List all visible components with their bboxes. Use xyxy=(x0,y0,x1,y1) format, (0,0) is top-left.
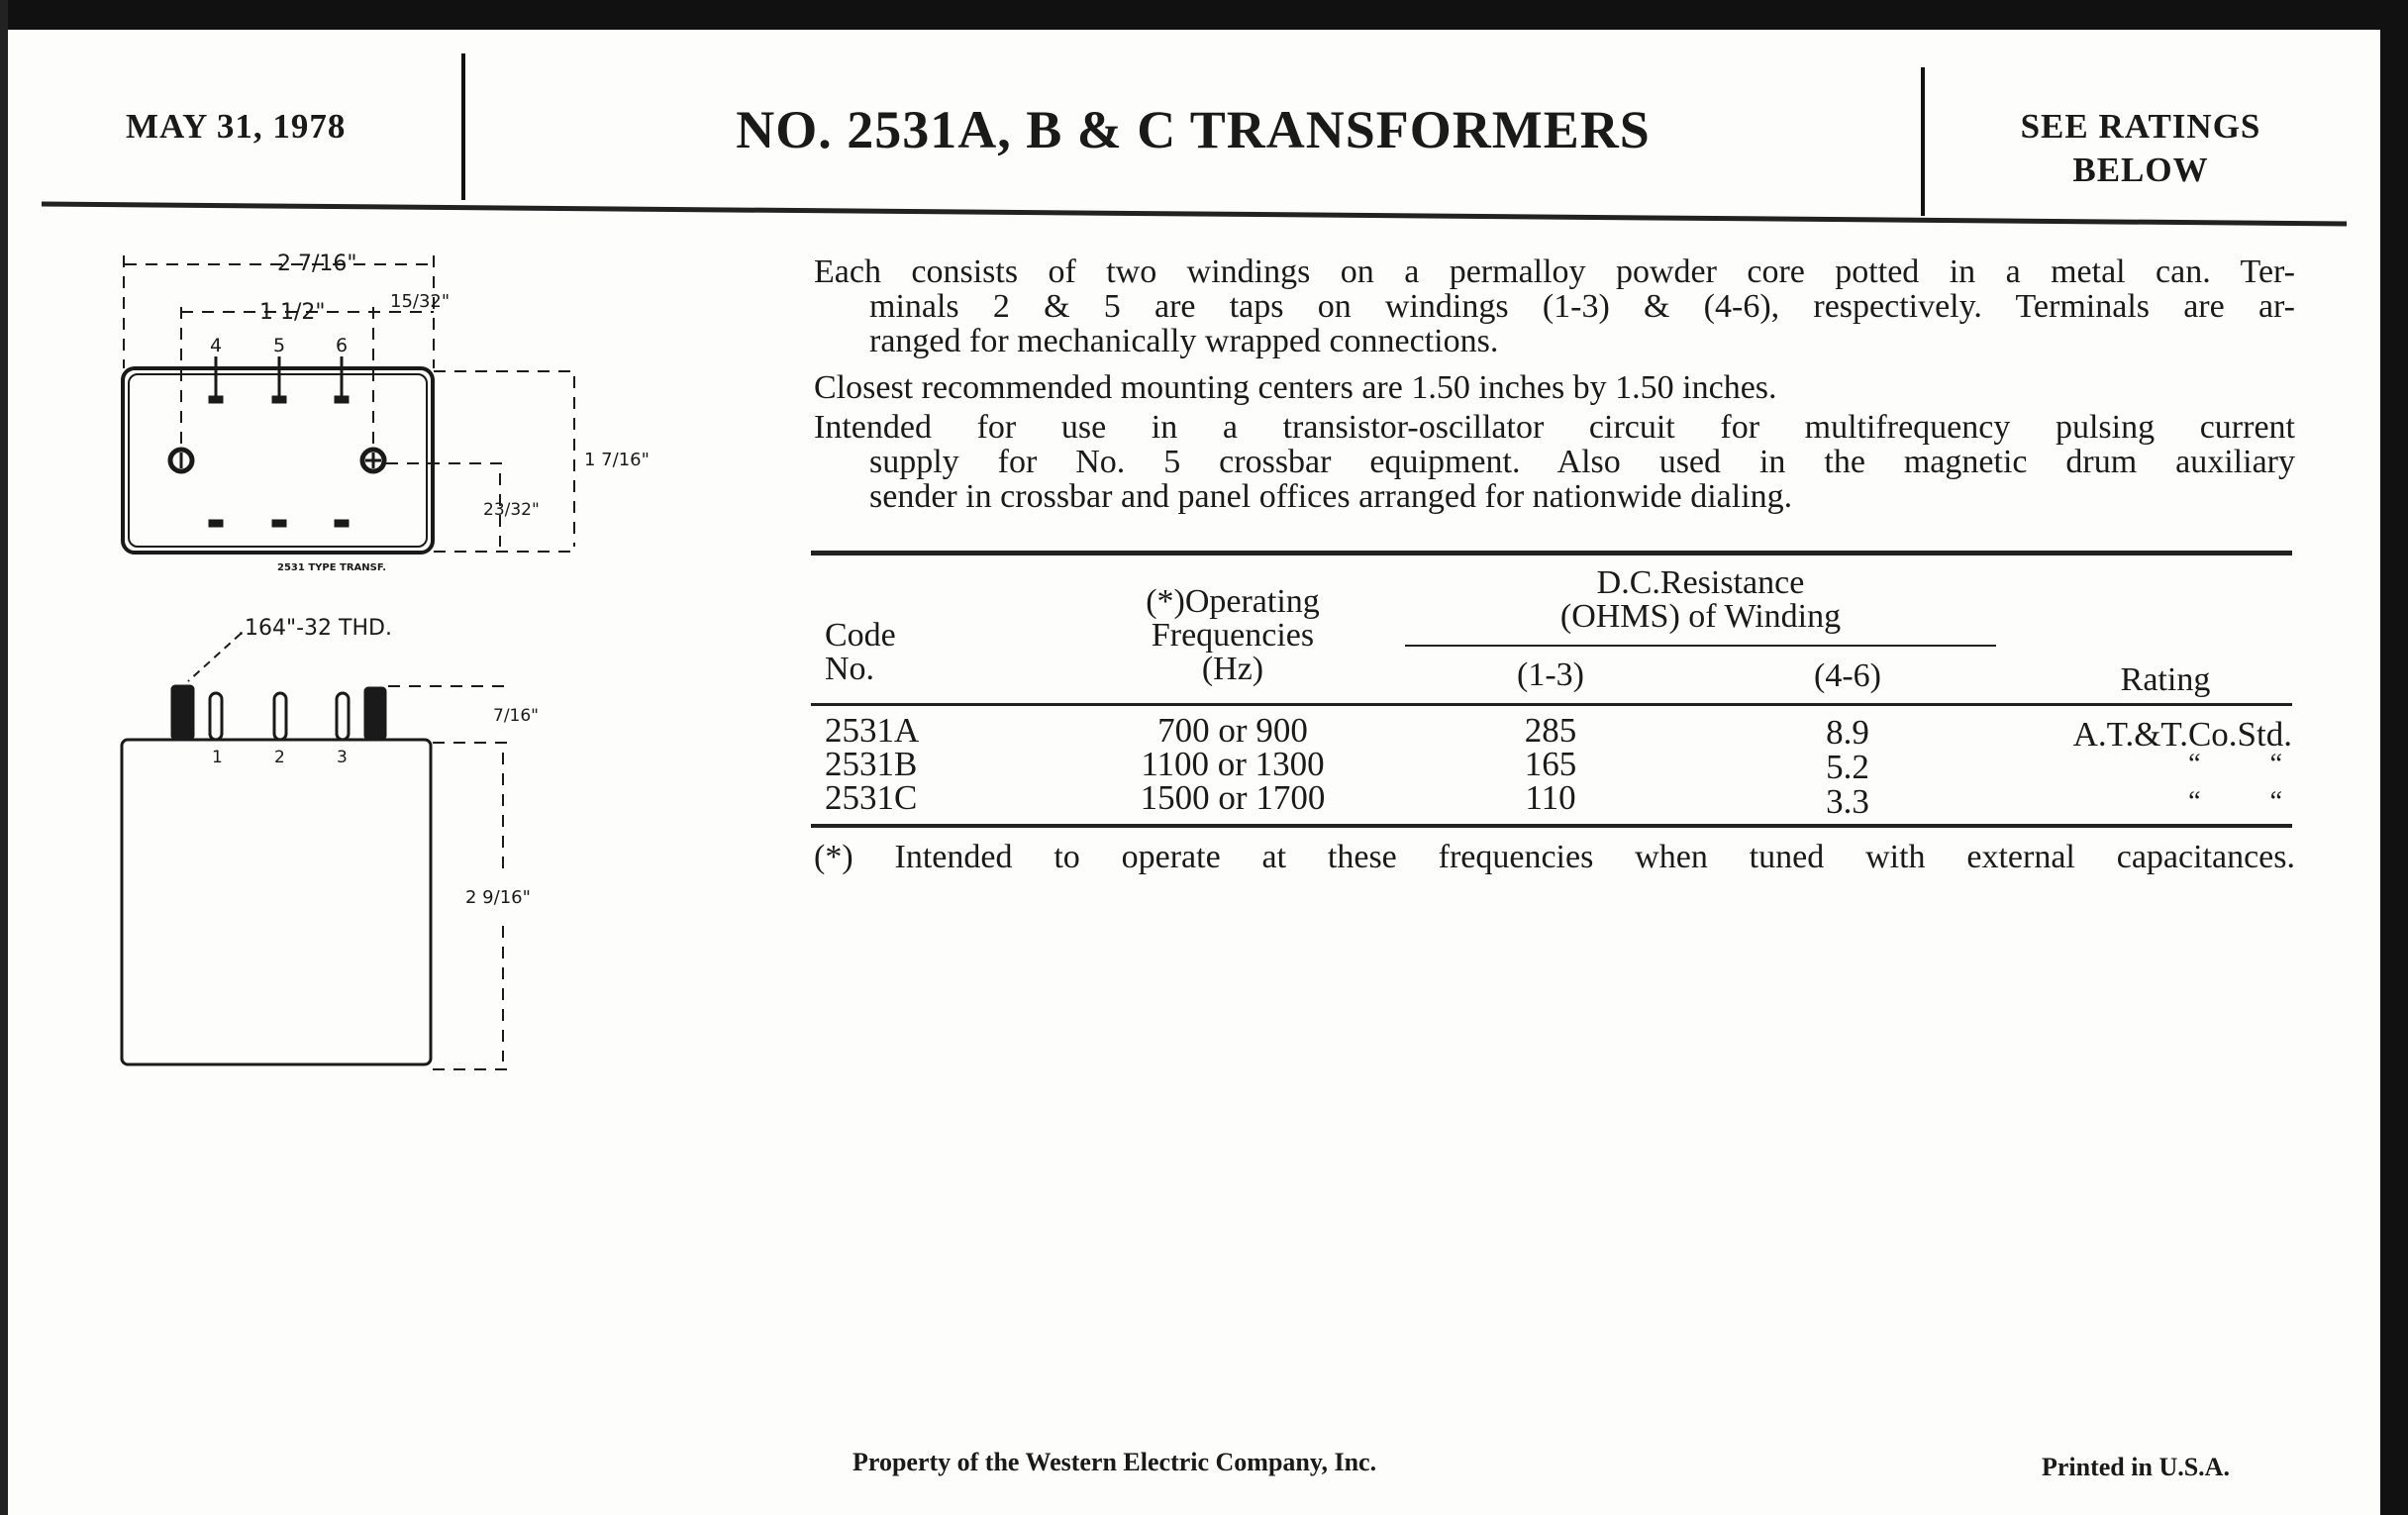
dim-height: 1 7/16" xyxy=(584,450,650,470)
description-line: sender in crossbar and panel offices arranged for nationwide dialing. xyxy=(869,478,1793,515)
dim-can-height: 2 9/16" xyxy=(465,887,531,908)
footnote-text: (*) Intended to operate at these frequencies when tuned with external capacitances. xyxy=(814,839,2295,875)
col-header-code-line: No. xyxy=(825,651,875,687)
table-row xyxy=(811,745,2292,786)
terminal-label: 6 xyxy=(336,335,349,356)
col-header-winding-1-3: (1-3) xyxy=(1517,656,1584,693)
dim-mount-spacing: 1 1/2" xyxy=(259,300,326,325)
table-footnote xyxy=(814,840,2295,874)
terminal-label: 4 xyxy=(210,335,223,356)
col-header-frequency-line: (Hz) xyxy=(1201,651,1264,687)
col-header-resistance-line: (OHMS) of Winding xyxy=(1559,598,1842,635)
ratings-note-line1: SEE RATINGS xyxy=(2020,107,2261,146)
issue-date: MAY 31, 1978 xyxy=(126,107,347,146)
side-view-drawing xyxy=(122,634,510,1069)
dim-stud-height: 7/16" xyxy=(493,706,539,726)
col-header-frequency-line: Frequencies xyxy=(1151,617,1315,654)
description-line: Closest recommended mounting centers are 1.50 inches by 1.50 inches. xyxy=(814,369,1777,406)
page-title: NO. 2531A, B & C TRANSFORMERS xyxy=(736,100,1651,159)
description-paragraph-3 xyxy=(814,410,2295,514)
description-paragraph-2 xyxy=(814,370,2295,405)
terminal-label: 1 xyxy=(212,748,223,767)
col-header-code xyxy=(825,619,896,686)
terminal-label: 2 xyxy=(274,748,285,767)
cell-resistance-4-6: 8.9 xyxy=(1826,713,1869,752)
resistance-subrule xyxy=(1405,645,1996,647)
table-body xyxy=(811,711,2292,821)
description-line: minals 2 & 5 are taps on windings (1-3) & (4-6), respectively. Terminals are ar- xyxy=(869,288,2295,325)
col-header-resistance-line: D.C.Resistance xyxy=(1596,564,1805,601)
col-header-code-line: Code xyxy=(825,617,896,654)
dim-overall-width: 2 7/16" xyxy=(277,252,357,276)
table-top-rule xyxy=(811,551,2292,556)
col-header-resistance xyxy=(1405,566,1996,634)
cell-resistance-4-6: 3.3 xyxy=(1826,782,1869,821)
cell-code: 2531A xyxy=(825,711,920,750)
col-header-winding-4-6: (4-6) xyxy=(1814,657,1881,694)
dim-edge-offset: 15/32" xyxy=(390,291,451,312)
cell-resistance-4-6: 5.2 xyxy=(1826,748,1869,786)
description-line: ranged for mechanically wrapped connections. xyxy=(869,323,1499,359)
description-line: Intended for use in a transistor-oscillator circuit for multifrequency pulsing current xyxy=(814,409,2295,446)
col-header-frequency-line: (*)Operating xyxy=(1146,583,1320,620)
ratings-note-line2: BELOW xyxy=(2072,151,2209,189)
table-bottom-rule xyxy=(811,824,2292,828)
cell-frequency: 1500 or 1700 xyxy=(1140,778,1326,817)
cell-code: 2531C xyxy=(825,778,918,817)
terminal-label: 3 xyxy=(337,748,348,767)
drawing-caption: 2531 TYPE TRANSF. xyxy=(277,562,387,573)
description-line: Each consists of two windings on a permalloy powder core potted in a metal can. Ter- xyxy=(814,253,2295,290)
cell-resistance-1-3: 285 xyxy=(1524,711,1577,750)
cell-rating: A.T.&T.Co.Std. xyxy=(2072,715,2292,754)
cell-rating: “ “ xyxy=(2188,786,2282,817)
table-header-rule xyxy=(811,703,2292,706)
footer-printed: Printed in U.S.A. xyxy=(2042,1453,2230,1481)
table-row xyxy=(811,778,2292,821)
cell-resistance-1-3: 110 xyxy=(1525,778,1576,817)
dim-thread: .164"-32 THD. xyxy=(238,616,392,641)
cell-frequency: 1100 or 1300 xyxy=(1141,745,1325,783)
col-header-rating: Rating xyxy=(2120,661,2211,698)
terminal-label: 5 xyxy=(273,335,286,356)
dim-mount-offset: 23/32" xyxy=(483,500,540,520)
description-paragraph-1 xyxy=(814,254,2295,358)
col-header-frequency xyxy=(1084,585,1381,686)
cell-resistance-1-3: 165 xyxy=(1524,745,1577,783)
cell-code: 2531B xyxy=(825,745,918,783)
description-line: supply for No. 5 crossbar equipment. Also used in the magnetic drum auxiliary xyxy=(869,444,2295,480)
footer-property: Property of the Western Electric Company, Inc. xyxy=(853,1448,1377,1476)
cell-rating: “ “ xyxy=(2188,749,2282,779)
cell-frequency: 700 or 900 xyxy=(1157,711,1308,750)
table-row xyxy=(811,711,2292,754)
transformer-drawing xyxy=(0,0,693,1109)
